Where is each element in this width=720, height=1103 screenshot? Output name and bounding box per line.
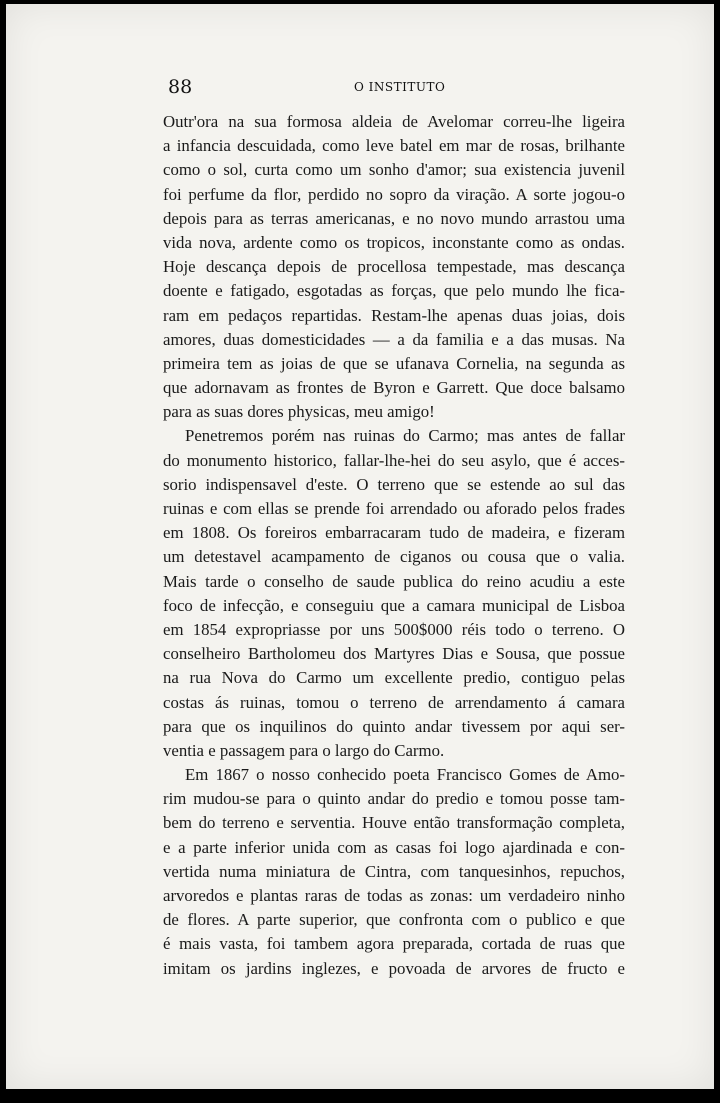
body-text: [163, 110, 625, 981]
page-header: [168, 72, 548, 102]
paragraph-2: [163, 424, 625, 763]
text-line: amores, duas domesticidades — a da familia e a das musas. Na: [163, 329, 625, 349]
text-line: Outr'ora na sua formosa aldeia de Avelomar correu-lhe ligeira: [163, 112, 625, 131]
text-line: Em 1867 o nosso conhecido poeta Francisco Gomes de Amo-: [185, 765, 625, 785]
text-line: a infancia descuidada, como leve batel em mar de rosas, brilhante: [163, 136, 625, 156]
text-line: foco de infecção, e conseguiu que a camara municipal de Lisboa: [163, 595, 625, 615]
text-line: primeira tem as joias de que se ufanava Cornelia, na segunda as: [163, 353, 625, 373]
text-line: vertida numa miniatura de Cintra, com tanquesinhos, repuchos,: [163, 861, 625, 881]
text-line: imitam os jardins inglezes, e povoada de arvores de fructo e: [163, 958, 625, 978]
text-line: para que os inquilinos do quinto andar tivessem por aqui ser-: [163, 716, 625, 736]
text-line: ruinas e com ellas se prende foi arrendado ou aforado pelos frades: [163, 499, 625, 518]
text-line: depois para as terras americanas, e no novo mundo arrastou uma: [163, 208, 625, 228]
text-line: para as suas dores physicas, meu amigo!: [163, 402, 435, 422]
paragraph-1: [163, 110, 625, 424]
text-line: bem do terreno e serventia. Houve então transformação completa,: [163, 813, 625, 833]
text-line: ventia e passagem para o largo do Carmo.: [163, 740, 445, 760]
text-line: um detestavel acampamento de ciganos ou cousa que o valia.: [163, 547, 625, 567]
page-number: 88: [168, 76, 193, 98]
text-line: em 1854 expropriasse por uns 500$000 réis todo o terreno. O: [163, 619, 625, 639]
paragraph-3: [163, 763, 625, 981]
text-line: vida nova, ardente como os tropicos, inconstante como as ondas.: [163, 232, 625, 252]
text-line: conselheiro Bartholomeu dos Martyres Dias e Sousa, que possue: [163, 644, 625, 664]
text-line: costas ás ruinas, tomou o terreno de arrendamento á camara: [163, 692, 625, 712]
text-line: como o sol, curta como um sonho d'amor; sua existencia juvenil: [163, 160, 625, 180]
running-title: O INSTITUTO: [354, 80, 446, 94]
text-line: e a parte inferior unida com as casas foi logo ajardinada e con-: [163, 837, 625, 857]
text-line: Penetremos porém nas ruinas do Carmo; mas antes de fallar: [185, 426, 625, 446]
text-line: em 1808. Os foreiros embarracaram tudo de madeira, e fizeram: [163, 523, 625, 543]
text-line: foi perfume da flor, perdido no sopro da viração. A sorte jogou-o: [163, 184, 625, 204]
text-line: na rua Nova do Carmo um excellente predio, contiguo pelas: [163, 668, 625, 688]
text-line: de flores. A parte superior, que confronta com o publico e que: [163, 910, 625, 930]
text-line: sorio indispensavel d'este. O terreno que se estende ao sul das: [163, 474, 625, 494]
text-line: Mais tarde o conselho de saude publica do reino acudiu a este: [163, 571, 625, 591]
text-line: doente e fatigado, esgotadas as forças, que pelo mundo lhe fica-: [163, 281, 625, 301]
text-line: rim mudou-se para o quinto andar do predio e tomou posse tam-: [163, 789, 625, 809]
text-line: do monumento historico, fallar-lhe-hei do seu asylo, que é acces-: [163, 450, 625, 470]
text-line: ram em pedaços repartidas. Restam-lhe apenas duas joias, dois: [163, 305, 625, 325]
text-line: arvoredos e plantas raras de todas as zonas: um verdadeiro ninho: [163, 886, 625, 905]
text-line: que adornavam as frontes de Byron e Garrett. Que doce balsamo: [163, 378, 625, 398]
text-line: Hoje descança depois de procellosa tempestade, mas descança: [163, 257, 625, 277]
text-line: é mais vasta, foi tambem agora preparada, cortada de ruas que: [163, 934, 625, 954]
